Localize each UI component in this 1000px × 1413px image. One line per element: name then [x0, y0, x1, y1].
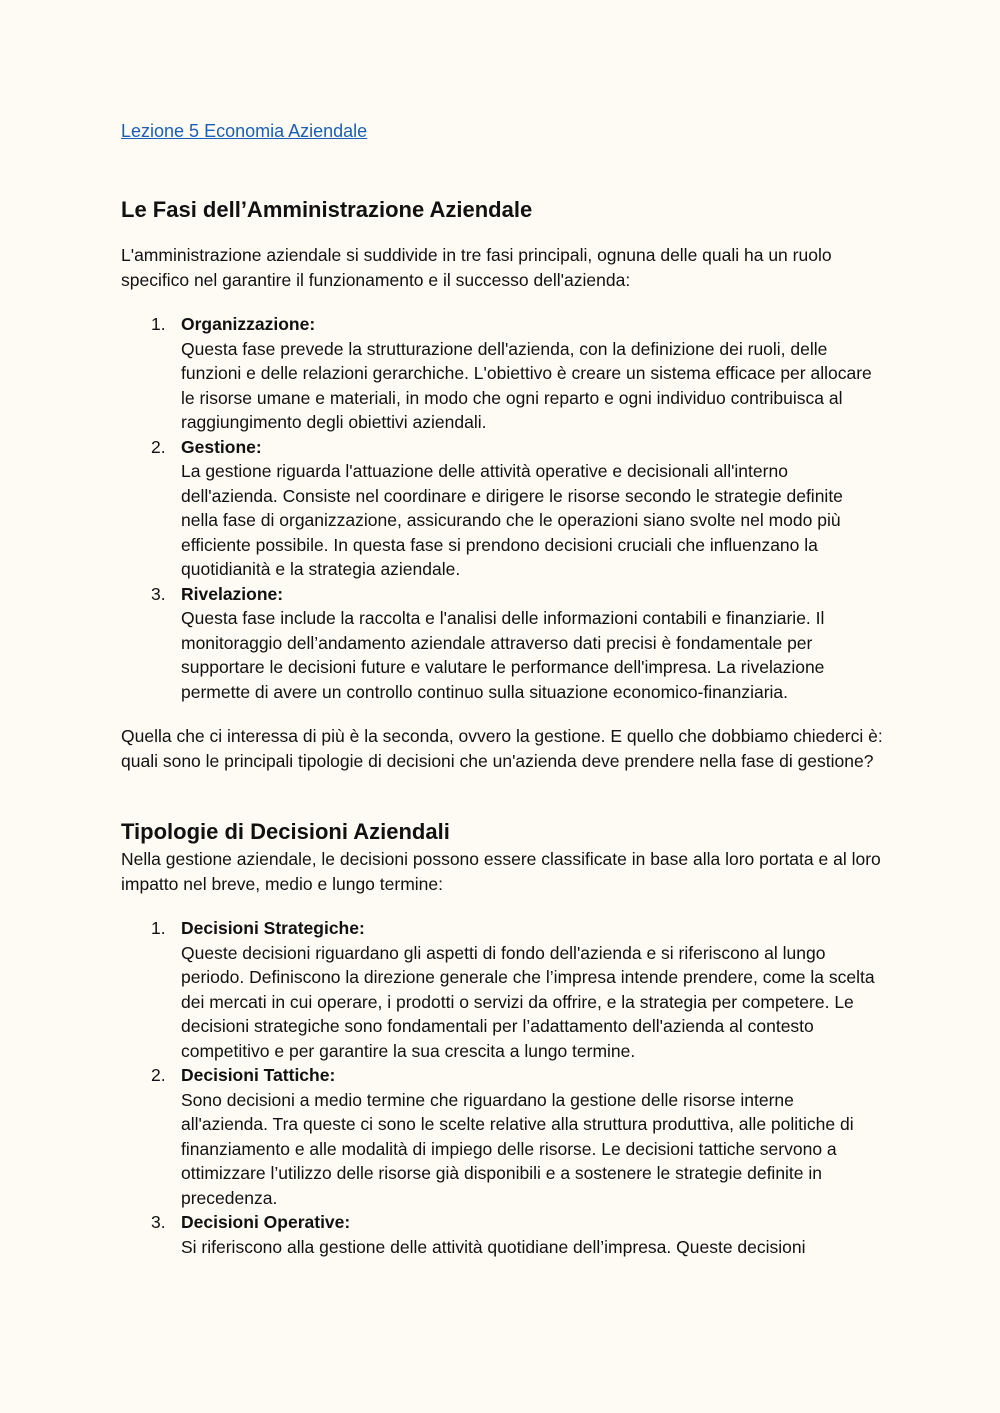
list-item — [121, 1210, 883, 1259]
list-item — [121, 1063, 883, 1210]
section-intro-phases: L'amministrazione aziendale si suddivide in tre fasi principali, ognuna delle quali ha un ruolo specifico nel garantire il funzionamento e il successo dell'azienda: — [121, 245, 832, 290]
document-page — [121, 118, 883, 1259]
lesson-link[interactable]: Lezione 5 Economia Aziendale — [121, 121, 368, 141]
section-intro-decisions: Nella gestione aziendale, le decisioni possono essere classificate in base alla loro portata e al loro impatto nel breve, medio e lungo termine: — [121, 849, 881, 894]
list-item-text: Queste decisioni riguardano gli aspetti di fondo dell'azienda e si riferiscono al lungo periodo. Definiscono la direzione generale che l’impresa intende prendere, come la scelta dei mercati in cui operare, i prodotti o servizi da offrire, e la strategia per competere. Le decisioni strategiche sono fondamentali per l’adattamento dell'azienda al contesto competitivo e per garantire la sua crescita a lungo termine. — [181, 942, 875, 1061]
section-heading-decisions: Tipologie di Decisioni Aziendali — [121, 819, 450, 844]
decisions-list — [121, 916, 883, 1259]
list-item-title: Decisioni Operative: — [181, 1212, 351, 1232]
list-item-title: Organizzazione: — [181, 314, 316, 334]
section-closing-paragraph: Quella che ci interessa di più è la seconda, ovvero la gestione. E quello che dobbiamo chiederci è: quali sono le principali tipologie di decisioni che un'azienda deve prendere nella fase di gestione? — [121, 726, 883, 771]
list-number: 2. — [151, 1065, 166, 1085]
list-item — [121, 582, 883, 705]
list-item-title: Decisioni Strategiche: — [181, 918, 365, 938]
list-item — [121, 435, 883, 582]
list-number: 1. — [151, 314, 166, 334]
list-item-title: Decisioni Tattiche: — [181, 1065, 336, 1085]
list-item-text: Si riferiscono alla gestione delle attività quotidiane dell’impresa. Queste decisioni — [181, 1236, 806, 1257]
list-number: 2. — [151, 436, 166, 457]
list-item-text: La gestione riguarda l'attuazione delle attività operative e decisionali all'interno dell'azienda. Consiste nel coordinare e dirigere le risorse secondo le strategie definite nella fase di organizzazione, assicurando che le operazioni siano svolte nel modo più efficiente possibile. In questa fase si prendono decisioni cruciali che influenzano la quotidianità e la strategia aziendale. — [181, 461, 843, 579]
section-heading-phases: Le Fasi dell’Amministrazione Aziendale — [121, 197, 533, 222]
list-number: 3. — [151, 583, 166, 604]
list-item-text: Sono decisioni a medio termine che riguardano la gestione delle risorse interne all'azienda. Tra queste ci sono le scelte relative alla struttura produttiva, alle politiche di finanziamento e alle modalità di impiego delle risorse. Le decisioni tattiche servono a ottimizzare l’utilizzo delle risorse già disponibili e a sostenere le strategie definite in precedenza. — [181, 1089, 854, 1208]
list-number: 3. — [151, 1212, 166, 1232]
list-item-text: Questa fase prevede la strutturazione dell'azienda, con la definizione dei ruoli, delle funzioni e delle relazioni gerarchiche. L'obiettivo è creare un sistema efficace per allocare le risorse umane e materiali, in modo che ogni reparto e ogni individuo contribuisca al raggiungimento degli obiettivi aziendali. — [181, 338, 872, 432]
list-item-text: Questa fase include la raccolta e l'analisi delle informazioni contabili e finanziarie. Il monitoraggio dell’andamento aziendale attraverso dati precisi è fondamentale per supportare le decisioni future e valutare le performance dell'impresa. La rivelazione permette di avere un controllo continuo sulla situazione economico-finanziaria. — [181, 608, 825, 702]
list-item — [121, 312, 883, 435]
list-item-title: Gestione: — [181, 436, 262, 457]
phases-list — [121, 312, 883, 704]
list-item-title: Rivelazione: — [181, 583, 284, 604]
list-item — [121, 916, 883, 1063]
list-number: 1. — [151, 918, 166, 938]
